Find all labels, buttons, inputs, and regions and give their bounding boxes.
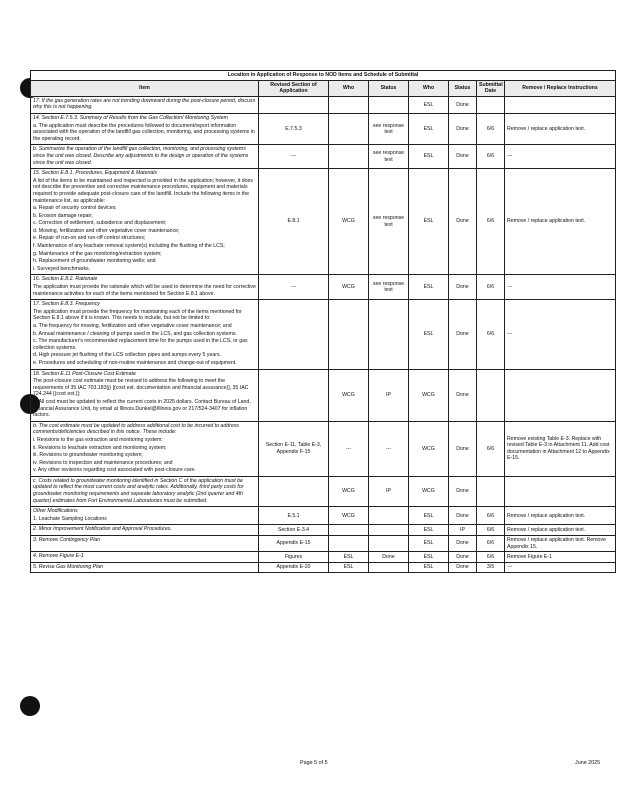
- item-line: e. Procedures and scheduling of non-routine maintenance and change-out of equipment.: [33, 359, 237, 366]
- instructions-cell: Remove / replace application text.: [505, 169, 616, 275]
- item-cell: [31, 96, 259, 113]
- item-line: f. Maintenance of any leachate removal system(s) including the flushing of the LCS;: [33, 243, 225, 250]
- who-cell: ESL: [329, 552, 369, 563]
- item-cell: [31, 525, 259, 536]
- item-cell: [31, 562, 259, 573]
- item-line: The application must provide the frequency for maintaining each of the items mentioned for Section E.8.1 above if it is known. This needs to include, but not be limited to:: [33, 308, 242, 322]
- instructions-cell: ---: [505, 145, 616, 169]
- item-line: 18. Section E.11 Post-Closure Cost Estimate: [33, 370, 136, 377]
- item-cell: [31, 507, 259, 525]
- header-row: [31, 80, 616, 96]
- item-line: i. Revisions to the gas extraction and monitoring system;: [33, 436, 163, 443]
- item-line: a. Repair of security control devices;: [33, 205, 117, 212]
- section-cell: Figures: [259, 552, 329, 563]
- table-row: [31, 275, 616, 300]
- instructions-cell: [505, 369, 616, 421]
- status-cell: Done: [449, 476, 477, 506]
- item-line: c. Costs related to groundwater monitoring identified in Section C of the application must be updated to reflect the most current costs and analytic rates. Additionally, third party costs for groundwater monitoring requirements and separate laboratory analytic (2nd quarter and 4th quarter) estimates from Fort Environmental Laboratories must be submitted.: [33, 477, 244, 504]
- status-cell: Done: [449, 507, 477, 525]
- header-cell: Who: [409, 80, 449, 96]
- who-cell: [329, 145, 369, 169]
- status-cell: Done: [449, 369, 477, 421]
- table-row: [31, 507, 616, 525]
- table-row: [31, 169, 616, 275]
- section-cell: Section E-11, Table E-3, Appendix F-15: [259, 421, 329, 476]
- item-line: iv. Revisions to inspection and maintenance procedures; and: [33, 459, 173, 466]
- date-cell: 6/6: [477, 507, 505, 525]
- status-cell: Done: [449, 96, 477, 113]
- item-line: b. The cost estimate must be updated to address additional cost to be incurred to address comments/deficiencies described in this notice. These include:: [33, 422, 239, 436]
- date-cell: [477, 96, 505, 113]
- date-cell: 6/6: [477, 536, 505, 552]
- item-line: d. High pressure jet flushing of the LCS collection pipes and sumps every 5 years.: [33, 352, 222, 359]
- who-cell: ESL: [409, 275, 449, 300]
- item-cell: [31, 476, 259, 506]
- section-cell: ---: [259, 145, 329, 169]
- date-cell: 6/6: [477, 169, 505, 275]
- item-line: c. The manufacturer's recommended replacement time for the pumps used in the LCS, or gas collection systems.: [33, 338, 248, 351]
- item-line: h. Replacement of groundwater monitoring wells; and: [33, 258, 156, 265]
- who-cell: [329, 300, 369, 369]
- date-cell: 6/6: [477, 275, 505, 300]
- table-row: [31, 525, 616, 536]
- header-cell: Status: [369, 80, 409, 96]
- status-cell: IP: [369, 369, 409, 421]
- who-cell: WCG: [409, 476, 449, 506]
- item-line: d. Mowing, fertilization and other vegetative cover maintenance;: [33, 227, 180, 234]
- table-row: [31, 421, 616, 476]
- who-cell: WCG: [329, 275, 369, 300]
- instructions-cell: ---: [505, 275, 616, 300]
- who-cell: [329, 536, 369, 552]
- header-cell: Who: [329, 80, 369, 96]
- who-cell: ESL: [409, 507, 449, 525]
- who-cell: ESL: [409, 552, 449, 563]
- header-cell: Status: [449, 80, 477, 96]
- table-row: [31, 562, 616, 573]
- status-cell: Done: [449, 169, 477, 275]
- status-cell: [369, 536, 409, 552]
- status-cell: Done: [449, 562, 477, 573]
- status-cell: Done: [449, 552, 477, 563]
- item-line: 4. Remove Figure E-1: [33, 553, 84, 560]
- status-cell: Done: [449, 145, 477, 169]
- item-line: c. Correction of settlement, subsidence and displacement;: [33, 220, 167, 227]
- status-cell: Done: [449, 536, 477, 552]
- status-cell: see response text: [369, 145, 409, 169]
- date-cell: [477, 369, 505, 421]
- status-cell: Done: [449, 113, 477, 144]
- date-cell: 6/6: [477, 113, 505, 144]
- section-cell: Section E-3.4: [259, 525, 329, 536]
- item-line: 17. Section E.8.3. Frequency: [33, 301, 100, 308]
- who-cell: [329, 525, 369, 536]
- instructions-cell: Remove / replace application text.: [505, 113, 616, 144]
- table-row: [31, 113, 616, 144]
- status-cell: [369, 562, 409, 573]
- status-cell: Done: [369, 552, 409, 563]
- item-line: 14. Section E.7.5.3. Summary of Results from the Gas Collection/ Monitoring System: [33, 114, 228, 121]
- table-row: [31, 145, 616, 169]
- item-line: iii. Revisions to groundwater monitoring system;: [33, 452, 143, 459]
- item-line: a. The application must describe the procedures followed to document/report information associated with the operation of the landfill gas collection, monitoring, and processing systems in the operating record.: [33, 122, 255, 142]
- section-cell: Appendix E-20: [259, 562, 329, 573]
- section-cell: Appendix E-15: [259, 536, 329, 552]
- header-cell: Submittal Date: [477, 80, 505, 96]
- who-cell: ESL: [409, 113, 449, 144]
- item-line: 16. Section E.8.2. Rationale: [33, 276, 98, 283]
- status-cell: see response text: [369, 275, 409, 300]
- status-cell: [369, 525, 409, 536]
- section-cell: [259, 96, 329, 113]
- who-cell: ESL: [409, 525, 449, 536]
- item-cell: [31, 113, 259, 144]
- who-cell: ESL: [409, 562, 449, 573]
- page-number: Page 5 of 5: [300, 760, 328, 766]
- instructions-cell: Remove Figure E-1: [505, 552, 616, 563]
- status-cell: Done: [449, 300, 477, 369]
- section-cell: ---: [259, 275, 329, 300]
- section-cell: [259, 369, 329, 421]
- who-cell: WCG: [329, 507, 369, 525]
- instructions-cell: ---: [505, 300, 616, 369]
- status-cell: Done: [449, 275, 477, 300]
- instructions-cell: Remove / replace application text. Remove Appendix 15.: [505, 536, 616, 552]
- item-cell: [31, 421, 259, 476]
- instructions-cell: Remove existing Table E-3. Replace with revised Table E-3 in Attachment 11. Add cost documentation in Attachment 12 to Appendix E-15.: [505, 421, 616, 476]
- who-cell: WCG: [409, 369, 449, 421]
- who-cell: ESL: [409, 536, 449, 552]
- item-line: a. All cost must be updated to reflect the current costs in 2025 dollars. Contact Bureau of Land, Financial Assurance Unit, by email at Illinois.Dunkel@Illinois.gov or 217/524-3407 for inflation factors.: [33, 398, 251, 419]
- status-cell: [369, 96, 409, 113]
- table-row: [31, 369, 616, 421]
- who-cell: [329, 96, 369, 113]
- section-cell: E.7.5.3: [259, 113, 329, 144]
- item-line: 15. Section E.8.1. Procedures, Equipment & Materials: [33, 170, 157, 177]
- instructions-cell: Remove / replace application text.: [505, 525, 616, 536]
- who-cell: WCG: [409, 421, 449, 476]
- item-line: Other Modifications: [33, 508, 78, 515]
- item-line: 3. Remove Contingency Plan: [33, 537, 101, 544]
- who-cell: WCG: [329, 169, 369, 275]
- who-cell: ESL: [329, 562, 369, 573]
- binder-hole-bottom: [20, 696, 40, 716]
- item-line: b. Annual maintenance / cleaning of pumps used in the LCS, and gas collection systems.: [33, 330, 237, 337]
- item-line: a. The frequency for mowing, fertilization and other vegetative cover maintenance; and: [33, 323, 232, 329]
- item-line: 17. If the gas generation rates are not trending downward during the post-closure period, discuss why this is not happening.: [33, 97, 256, 111]
- item-line: 2. Minor Improvement Notification and Approval Procedures.: [33, 526, 172, 533]
- status-cell: [369, 507, 409, 525]
- item-cell: [31, 275, 259, 300]
- who-cell: WCG: [329, 369, 369, 421]
- section-cell: [259, 300, 329, 369]
- status-cell: IP: [369, 476, 409, 506]
- item-line: ii. Revisions to leachate extraction and monitoring system;: [33, 444, 167, 451]
- item-cell: [31, 169, 259, 275]
- header-cell: Item: [31, 80, 259, 96]
- date-cell: 3/5: [477, 562, 505, 573]
- status-cell: see response text: [369, 169, 409, 275]
- item-line: e. Repair of run-on and run-off control structures;: [33, 235, 146, 242]
- item-line: g. Maintenance of the gas monitoring/extraction system;: [33, 250, 162, 257]
- section-cell: E.8.1: [259, 169, 329, 275]
- instructions-cell: [505, 96, 616, 113]
- item-cell: [31, 369, 259, 421]
- section-cell: E.5.1: [259, 507, 329, 525]
- table-row: [31, 476, 616, 506]
- who-cell: ESL: [409, 300, 449, 369]
- footer-date: June 2025: [575, 760, 601, 766]
- status-cell: IP: [449, 525, 477, 536]
- item-line: v. Any other revisions regarding cost associated with post-closure care.: [33, 467, 196, 474]
- table-row: [31, 96, 616, 113]
- item-line: 1. Leachate Sampling Locations: [33, 515, 107, 522]
- nod-response-table: [30, 70, 616, 573]
- date-cell: 6/6: [477, 421, 505, 476]
- item-line: A list of the items to be maintained and inspected is provided in the application; however, it does not describe the preventive and corrective maintenance procedures, equipment and materials required to provide adequate post-closure care of the landfill. Include the following items in the maintenance list, as applicable:: [33, 177, 254, 204]
- item-line: 5. Revise Gas Monitoring Plan: [33, 563, 104, 570]
- item-cell: [31, 536, 259, 552]
- status-cell: see response text: [369, 113, 409, 144]
- item-cell: [31, 145, 259, 169]
- who-cell: ---: [329, 421, 369, 476]
- who-cell: ESL: [409, 96, 449, 113]
- who-cell: [329, 113, 369, 144]
- item-line: i. Surveyed benchmarks.: [33, 265, 91, 272]
- table-row: [31, 300, 616, 369]
- section-cell: [259, 476, 329, 506]
- status-cell: ---: [369, 421, 409, 476]
- table-row: [31, 552, 616, 563]
- instructions-cell: [505, 476, 616, 506]
- header-cell: Remove / Replace Instructions: [505, 80, 616, 96]
- who-cell: ESL: [409, 145, 449, 169]
- item-line: The post-closure cost estimate must be revised to address the following to meet the requirements of 35 IAC 703.183(j) [(cost est. documentation and financial assurance)], 35 IAC 724.244 [(cost est.)]:: [33, 378, 249, 398]
- item-line: b. Summarize the operation of the landfill gas collection, monitoring, and processing systems since the unit was closed. Describe any adjustments to the design or operation of the systems since the unit was closed.: [33, 146, 249, 166]
- instructions-cell: Remove / replace application text.: [505, 507, 616, 525]
- date-cell: 6/6: [477, 525, 505, 536]
- date-cell: 6/6: [477, 552, 505, 563]
- date-cell: [477, 476, 505, 506]
- header-cell: Revised Section of Application: [259, 80, 329, 96]
- item-cell: [31, 300, 259, 369]
- table-row: [31, 536, 616, 552]
- item-line: The application must provide the rationale which will be used to determine the need for corrective maintenance activities for each of the items mentioned for Section E.8.1 above.: [33, 284, 256, 297]
- date-cell: 6/6: [477, 145, 505, 169]
- date-cell: 6/6: [477, 300, 505, 369]
- status-cell: Done: [449, 421, 477, 476]
- item-line: b. Erosion damage repair;: [33, 212, 93, 219]
- status-cell: [369, 300, 409, 369]
- item-cell: [31, 552, 259, 563]
- who-cell: ESL: [409, 169, 449, 275]
- instructions-cell: ---: [505, 562, 616, 573]
- who-cell: WCG: [329, 476, 369, 506]
- table-title: Location in Application of Response to NOD Items and Schedule of Submittal: [31, 71, 616, 81]
